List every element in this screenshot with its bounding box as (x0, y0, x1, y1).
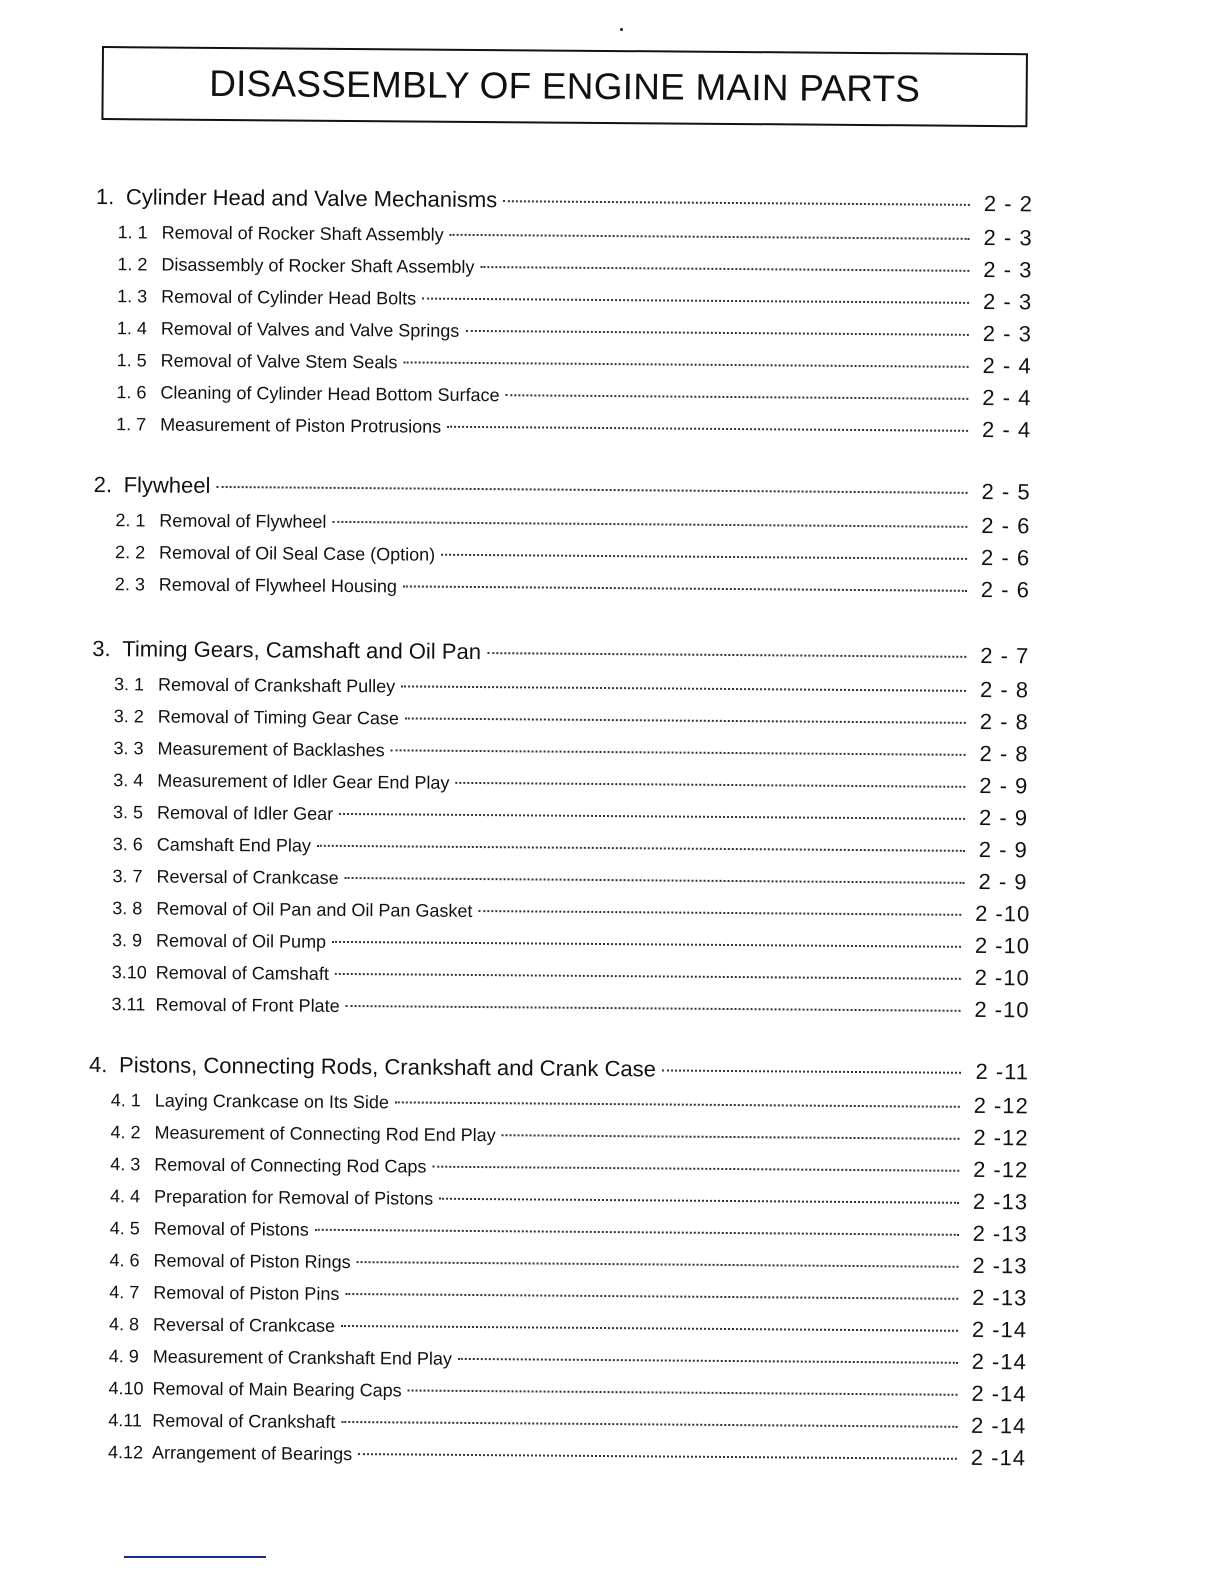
page-number: 2 - 9 (979, 772, 1029, 799)
page-number: 2 -14 (971, 1316, 1028, 1343)
page-number: 2 - 8 (979, 676, 1030, 703)
entry-number: 4.11 (108, 1410, 143, 1431)
entry-number: 1. 6 (116, 382, 147, 403)
entry-title: Removal of Cylinder Head Bolts (161, 286, 417, 309)
dot-leader (358, 1453, 957, 1460)
page-number: 2 -14 (970, 1444, 1027, 1471)
page-number: 2 - 4 (982, 352, 1032, 379)
dot-leader (345, 877, 965, 884)
page-number: 2 - 4 (982, 416, 1032, 443)
dot-leader (403, 361, 968, 367)
page-number: 2 -13 (972, 1284, 1028, 1311)
entry-number: 1. 1 (117, 222, 148, 243)
entry-number: 2. 1 (115, 510, 146, 531)
dot-leader (401, 685, 966, 691)
entry-title: Pistons, Connecting Rods, Crankshaft and Crank Case (118, 1052, 657, 1082)
entry-title: Removal of Main Bearing Caps (152, 1378, 402, 1401)
entry-number: 1. (95, 184, 115, 210)
page-number: 2 - 3 (982, 320, 1032, 347)
entry-number: 3.11 (111, 994, 146, 1015)
dot-leader (478, 910, 961, 916)
entry-number: 2. 2 (115, 542, 146, 563)
entry-title: Cleaning of Cylinder Head Bottom Surface (160, 382, 500, 406)
entry-title: Disassembly of Rocker Shaft Assembly (161, 254, 475, 277)
dot-leader (408, 1389, 958, 1395)
dot-leader (502, 1134, 960, 1140)
page-number: 2 - 7 (980, 642, 1030, 669)
entry-number: 2. 3 (114, 574, 145, 595)
dot-leader (455, 782, 965, 788)
dot-leader (439, 1198, 959, 1204)
dot-leader (315, 1229, 959, 1236)
entry-number: 4.12 (107, 1442, 144, 1463)
entry-title: Measurement of Connecting Rod End Play (154, 1122, 496, 1146)
dot-leader (332, 941, 961, 948)
entry-title: Measurement of Crankshaft End Play (152, 1346, 453, 1369)
toc-section (94, 184, 1036, 449)
entry-number: 4. 9 (108, 1346, 139, 1367)
entry-title: Removal of Crankshaft (152, 1410, 336, 1432)
dot-leader (391, 749, 966, 756)
entry-number: 4. 3 (110, 1154, 141, 1175)
entry-title: Reversal of Crankcase (152, 1314, 336, 1336)
toc-section (93, 472, 1034, 609)
entry-number: 3. 6 (112, 834, 143, 855)
dot-leader (458, 1358, 958, 1364)
entry-title: Arrangement of Bearings (151, 1442, 353, 1465)
toc-entry[interactable] (94, 410, 1034, 449)
entry-number: 3. 8 (112, 898, 143, 919)
dot-leader (345, 1293, 958, 1300)
dot-leader (422, 298, 969, 304)
entry-title: Removal of Oil Pump (155, 930, 327, 952)
page-number: 2 -11 (975, 1058, 1030, 1085)
entry-number: 3.10 (111, 962, 147, 983)
entry-title: Removal of Crankshaft Pulley (157, 674, 396, 697)
entry-title: Removal of Valves and Valve Springs (160, 318, 460, 341)
dot-leader (346, 1005, 961, 1012)
page-number: 2 - 5 (981, 478, 1031, 505)
page-number: 2 -14 (971, 1412, 1027, 1439)
entry-title: Removal of Oil Seal Case (Option) (159, 542, 436, 565)
page-number: 2 -12 (973, 1124, 1029, 1151)
entry-number: 1. 3 (117, 286, 148, 307)
page-number: 2 -12 (973, 1092, 1029, 1119)
dot-leader (432, 1166, 959, 1172)
toc-entry[interactable] (93, 570, 1033, 609)
page-number: 2 - 9 (978, 868, 1028, 895)
dot-leader (335, 973, 961, 980)
page-number: 2 - 8 (979, 740, 1029, 767)
entry-title: Preparation for Removal of Pistons (153, 1186, 434, 1209)
entry-number: 4. 6 (109, 1250, 140, 1271)
entry-title: Reversal of Crankcase (156, 866, 339, 888)
entry-number: 1. 2 (117, 254, 148, 275)
entry-number: 4. 4 (109, 1186, 141, 1207)
title-box (101, 46, 1028, 127)
entry-title: Flywheel (123, 472, 211, 498)
page-number: 2 -13 (972, 1252, 1028, 1279)
dot-leader (480, 266, 969, 272)
entry-number: 4. 2 (110, 1122, 141, 1143)
entry-title: Removal of Timing Gear Case (157, 706, 399, 729)
entry-number: 4. 1 (110, 1090, 141, 1111)
entry-title: Removal of Camshaft (155, 962, 329, 984)
entry-number: 3. 2 (113, 706, 144, 727)
toc-entry[interactable] (86, 1438, 1026, 1477)
page-number: 2 -13 (972, 1188, 1029, 1215)
table-of-contents (86, 184, 1036, 1507)
dot-leader (503, 200, 970, 206)
footer-rule (124, 1556, 266, 1558)
entry-title: Removal of Oil Pan and Oil Pan Gasket (156, 898, 473, 921)
dot-leader (332, 521, 967, 528)
dot-leader (441, 554, 967, 560)
entry-number: 4. 5 (109, 1218, 140, 1239)
entry-title: Removal of Front Plate (155, 994, 340, 1016)
dot-leader (403, 585, 967, 591)
dot-leader (317, 845, 965, 852)
page-number: 2 -13 (972, 1220, 1028, 1247)
entry-number: 1. 4 (116, 318, 147, 339)
entry-title: Removal of Pistons (153, 1218, 309, 1240)
page-number: 2 -10 (974, 996, 1030, 1023)
dot-leader (339, 813, 965, 820)
entry-number: 3. 9 (111, 930, 143, 951)
page-number: 2 - 3 (983, 288, 1033, 315)
entry-number: 3. 1 (113, 674, 145, 695)
dot-leader (357, 1261, 959, 1268)
dot-leader (662, 1069, 962, 1073)
page-number: 2 - 2 (983, 190, 1034, 217)
page-number: 2 -10 (974, 932, 1031, 959)
entry-title: Removal of Flywheel Housing (158, 574, 398, 597)
dot-leader (341, 1325, 958, 1332)
page-number: 2 - 6 (980, 576, 1030, 603)
toc-section (86, 1052, 1029, 1477)
entry-number: 3. 7 (112, 866, 143, 887)
entry-number: 1. 5 (116, 350, 147, 371)
entry-title: Cylinder Head and Valve Mechanisms (125, 184, 498, 213)
dot-leader (395, 1101, 960, 1107)
dot-leader (405, 717, 966, 723)
page-number: 2 -12 (973, 1156, 1029, 1183)
entry-number: 3. 4 (113, 770, 144, 791)
dot-leader (506, 394, 969, 400)
entry-title: Removal of Flywheel (159, 510, 327, 532)
entry-number: 1. 7 (116, 414, 147, 435)
toc-entry[interactable] (89, 990, 1029, 1029)
entry-title: Measurement of Backlashes (157, 738, 385, 761)
page-number: 2 -14 (971, 1380, 1027, 1407)
page-number: 2 -10 (975, 900, 1031, 927)
stray-dot (620, 28, 623, 31)
page-number: 2 -10 (974, 964, 1030, 991)
entry-title: Measurement of Idler Gear End Play (157, 770, 450, 793)
dot-leader (447, 426, 968, 432)
entry-title: Timing Gears, Camshaft and Oil Pan (122, 636, 482, 665)
page-number: 2 - 4 (982, 384, 1032, 411)
dot-leader (465, 330, 969, 336)
page-number: 2 - 3 (983, 256, 1033, 283)
page-number: 2 - 3 (983, 224, 1033, 251)
toc-section (89, 636, 1032, 1029)
entry-title: Removal of Connecting Rod Caps (154, 1154, 427, 1177)
entry-title: Removal of Valve Stem Seals (160, 350, 398, 373)
page-number: 2 - 9 (978, 804, 1029, 831)
entry-title: Removal of Rocker Shaft Assembly (161, 222, 444, 245)
entry-number: 4. 8 (108, 1314, 140, 1335)
page-number: 2 -14 (971, 1348, 1027, 1375)
entry-number: 4. 7 (109, 1282, 140, 1303)
entry-title: Laying Crankcase on Its Side (154, 1090, 390, 1113)
entry-title: Measurement of Piston Protrusions (160, 414, 442, 437)
dot-leader (450, 234, 970, 240)
entry-title: Removal of Piston Rings (153, 1250, 351, 1273)
dot-leader (216, 486, 967, 494)
entry-number: 4. (88, 1051, 108, 1078)
dot-leader (341, 1421, 957, 1428)
entry-title: Removal of Idler Gear (156, 802, 334, 824)
page-number: 2 - 8 (979, 708, 1029, 735)
entry-number: 3. (92, 635, 111, 662)
page-title: DISASSEMBLY OF ENGINE MAIN PARTS (209, 62, 921, 110)
entry-number: 3. 3 (113, 738, 144, 759)
dot-leader (487, 652, 966, 658)
entry-number: 2. (93, 471, 113, 498)
page-number: 2 - 6 (981, 512, 1031, 539)
entry-title: Camshaft End Play (156, 834, 311, 856)
entry-number: 4.10 (108, 1378, 144, 1399)
entry-title: Removal of Piston Pins (153, 1282, 340, 1304)
entry-number: 3. 5 (112, 802, 144, 823)
page-number: 2 - 9 (978, 836, 1028, 863)
page-number: 2 - 6 (980, 544, 1031, 571)
